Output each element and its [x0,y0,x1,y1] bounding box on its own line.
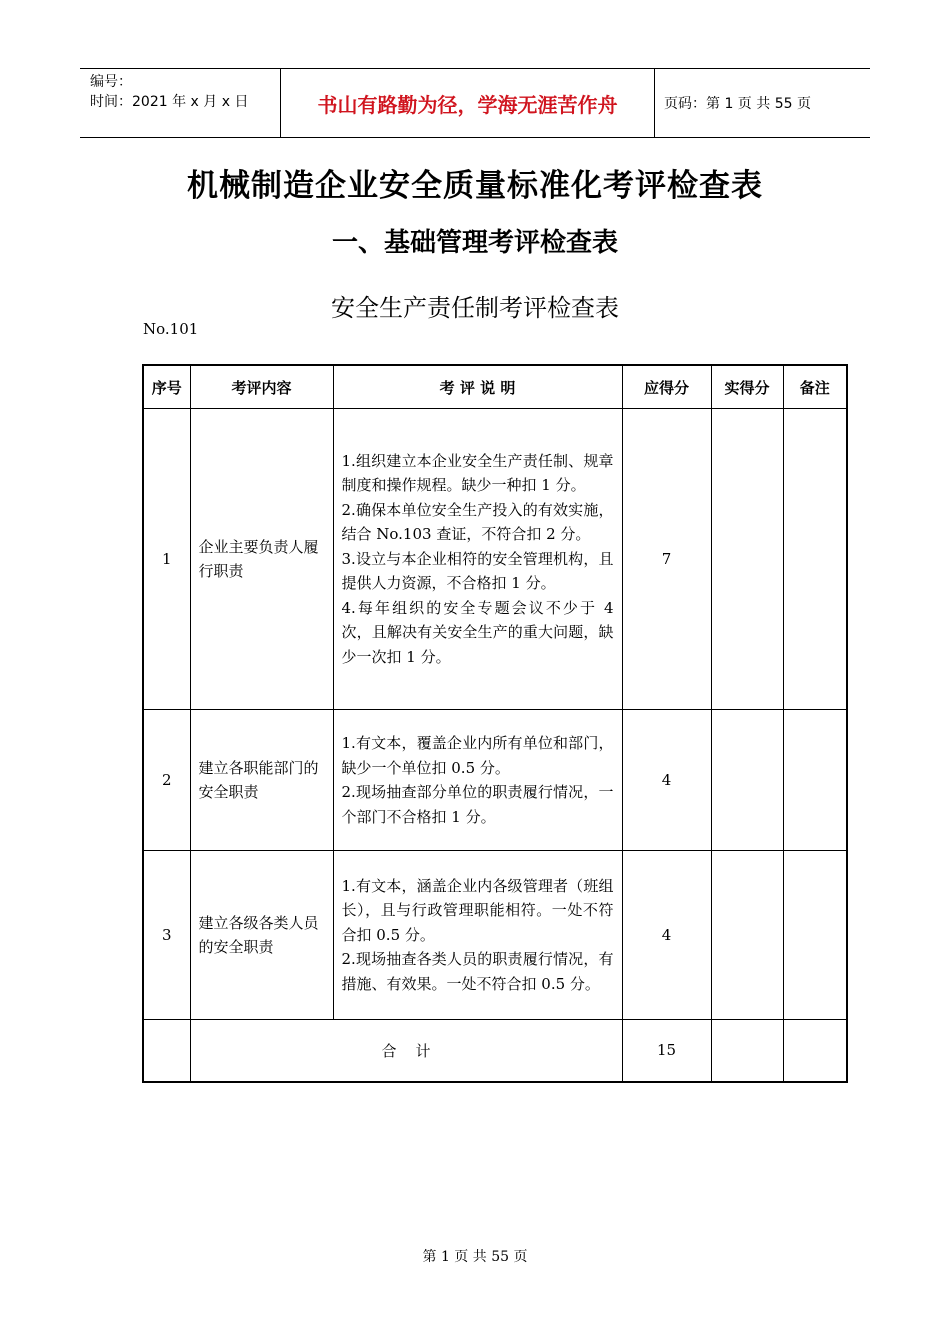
header-remark: 备注 [783,365,847,409]
table-title: 安全生产责任制考评检查表 [331,294,619,322]
row-remark[interactable] [783,409,847,710]
total-label: 合 计 [190,1020,622,1082]
row-remark[interactable] [783,851,847,1020]
table-row [143,409,847,710]
evaluation-table [142,364,848,1083]
row-seq: 1 [143,409,190,710]
header-page-info: 页码：第 1 页 共 55 页 [664,96,811,112]
number-label: 编号： [90,74,132,90]
desc-line: 2.现场抽查部分单位的职责履行情况，一个部门不合格扣 1 分。 [341,783,614,826]
table-row [143,851,847,1020]
row-item: 建立各职能部门的安全职责 [190,710,333,851]
desc-line: 2.现场抽查各类人员的职责履行情况，有措施、有效果。一处不符合扣 0.5 分。 [341,950,614,993]
row-item: 建立各级各类人员的安全职责 [190,851,333,1020]
total-score: 15 [622,1020,711,1082]
row-desc [333,851,622,1020]
section-title: 一、基础管理考评检查表 [331,228,618,258]
table-header-row [143,365,847,409]
row-item: 企业主要负责人履行职责 [190,409,333,710]
table-row [143,710,847,851]
header-slogan: 书山有路勤为径，学海无涯苦作舟 [280,69,655,137]
row-desc [333,409,622,710]
total-row [143,1020,847,1082]
header-actual: 实得分 [711,365,783,409]
row-actual[interactable] [711,851,783,1020]
time-label: 时间：2021 年 x 月 x 日 [90,94,249,110]
header-score: 应得分 [622,365,711,409]
page-footer: 第 1 页 共 55 页 [422,1249,528,1265]
desc-line: 1.有文本，涵盖企业内各级管理者（班组长），且与行政管理职能相符。一处不符合扣 0.5 分。 [341,876,614,944]
row-score: 7 [622,409,711,710]
desc-line: 1.组织建立本企业安全生产责任制、规章制度和操作规程。缺少一种扣 1 分。 [341,451,614,495]
main-title: 机械制造企业安全质量标准化考评检查表 [187,168,763,204]
row-seq: 3 [143,851,190,1020]
total-seq [143,1020,190,1082]
doc-number: No.101 [143,320,199,338]
header-seq: 序号 [143,365,190,409]
desc-line: 1.有文本，覆盖企业内所有单位和部门，缺少一个单位扣 0.5 分。 [341,734,614,777]
row-actual[interactable] [711,710,783,851]
desc-line: 2.确保本单位安全生产投入的有效实施，结合 No.103 查证，不符合扣 2 分。 [341,500,614,544]
header-desc: 考 评 说 明 [333,365,622,409]
row-seq: 2 [143,710,190,851]
row-remark[interactable] [783,710,847,851]
row-score: 4 [622,710,711,851]
row-actual[interactable] [711,409,783,710]
header-meta [80,69,280,137]
total-actual[interactable] [711,1020,783,1082]
desc-line: 3.设立与本企业相符的安全管理机构，且提供人力资源，不合格扣 1 分。 [341,549,614,593]
total-remark[interactable] [783,1020,847,1082]
row-desc [333,710,622,851]
row-score: 4 [622,851,711,1020]
header-item: 考评内容 [190,365,333,409]
document-header [80,68,870,138]
desc-line: 4.每年组织的安全专题会议不少于 4 次，且解决有关安全生产的重大问题，缺少一次扣 1 分。 [341,598,614,666]
